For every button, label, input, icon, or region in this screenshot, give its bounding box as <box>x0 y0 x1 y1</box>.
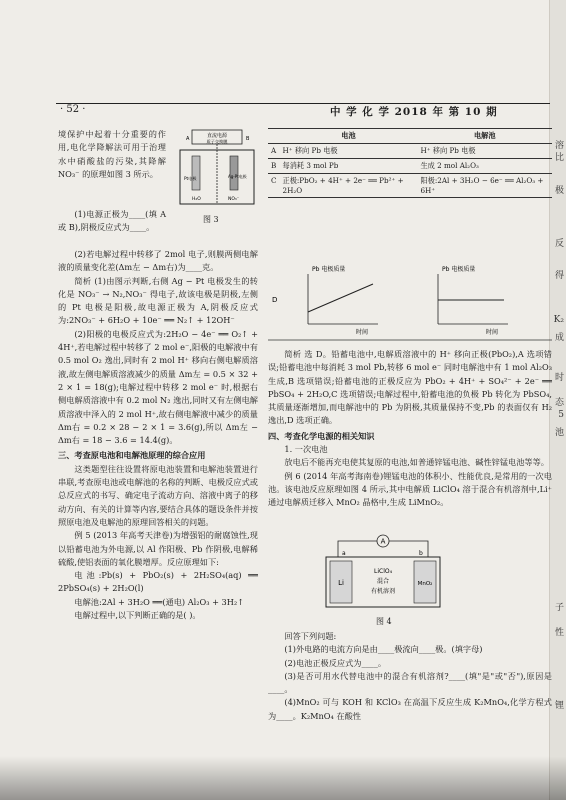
ag-pt-electrode <box>230 156 238 190</box>
electrolyte-label: 混合 <box>376 578 390 585</box>
table-header-row <box>268 129 552 144</box>
edge-char: 锂 <box>554 701 564 711</box>
analysis-paragraph: (2)阳极的电极反应式为:2H₂O − 4e⁻ ══ O₂↑ + 4H⁺,若电解过程中转移了 2 mol e⁻,阳极的电解液中有 0.5 mol O₂ 逸出,同时有 2 mol H⁺ 移向右侧电解质溶液,故左侧电解质溶液减少的质量 Δm左 = 0.5 × 32 + 2 × 1 = 18(g);电解过程中转移 2 mol e⁻ 时,根据右侧电解质溶液中有 0.2 mol N₂ 逸出,同时又有左侧电解质溶液中泽入的 2 mol H⁺,故右侧电解液中减少的质量 Δm右 = 0.2 × 28 − 2 × 1 = 3.6(g),所以 Δm左 − Δm右 = 18 − 3.6 = 14.4(g)。 <box>58 328 258 446</box>
table-cell: C <box>268 174 280 198</box>
edge-char: 5 <box>558 410 564 420</box>
terminal-a-label: A <box>186 136 190 142</box>
nitrate-label: NO₃⁻ <box>228 197 240 202</box>
table-cell: H⁺ 移向 Pb 电极 <box>280 144 418 159</box>
power-supply-label: 直流电源 <box>206 133 228 139</box>
figure-4-lithium-battery <box>318 533 448 611</box>
question: (1)外电路的电流方向是由____极流向____极。(填字母) <box>284 644 483 655</box>
table-cell: B <box>268 159 280 174</box>
section-heading: 四、考查化学电源的相关知识 <box>268 430 375 441</box>
question: (2)电池正极反应式为____。 <box>284 657 387 668</box>
paragraph: 放电后不能再充电使其复原的电池,如普通锌锰电池、碱性锌锰电池等等。 <box>284 457 549 468</box>
question: (3)是否可用水代替电池中的混合有机溶剂?____(填"是"或"否"),原因是____。 <box>268 670 552 695</box>
table-header-cell: 电池 <box>280 129 418 144</box>
example-paragraph: 例 6 (2014 年高考海南卷)锂锰电池的体积小、性能优良,是常用的一次电池。该电池反应原理如图 4 所示,其中电解质 LiClO₄ 溶于混合有机溶剂中,Li⁺ 通过电解质迁移入 MnO₂ 晶格中,生成 LiMnO₂。 <box>268 470 552 508</box>
table-cell: A <box>268 144 280 159</box>
edge-char: 反 <box>554 239 564 249</box>
analysis-paragraph: 简析 (1)由图示判断,右侧 Ag − Pt 电极发生的转化是 NO₃⁻ → N₂,NO₃⁻ 得电子,故该电极是阴极,左侧的 Pt 电极是阳极,故电源正极为 A,阴极反应式为:2NO₃⁻ + 6H₂O + 10e⁻ ══ N₂↑ + 12OH⁻ <box>58 275 258 326</box>
edge-char: 池 <box>554 428 564 438</box>
figure-3-caption: 图 3 <box>203 215 219 224</box>
left-electrode-label: Pt电极 <box>184 176 197 181</box>
edge-char: 时 <box>554 373 564 383</box>
edge-char: 性 <box>554 628 564 638</box>
table-header-cell: 电解池 <box>417 129 552 144</box>
figure-3-electrolysis-diagram <box>170 128 265 208</box>
paragraph: 境保护中起着十分重要的作用,电化学降解法可用于治理水中硝酸盐的污染,其降解 NO₃⁻ 的原理如图 3 所示。 <box>58 129 166 179</box>
right-electrode-label: Ag-Pt电极 <box>228 174 247 179</box>
edge-char: 溶 <box>554 141 564 151</box>
table-cell: 阳极:2Al + 3H₂O − 6e⁻ ══ Al₂O₃ + 6H⁺ <box>417 174 552 198</box>
electrolyte-label: LiClO₄ <box>374 568 392 575</box>
left-column-main <box>58 248 258 622</box>
table-cell: 生成 2 mol Al₂O₃ <box>417 159 552 174</box>
ammeter-label: A <box>380 537 386 546</box>
scan-shadow <box>0 756 566 800</box>
page-number: · 52 · <box>60 104 86 115</box>
table-row <box>268 144 552 159</box>
section-heading: 三、考查原电池和电解池原理的综合应用 <box>58 450 206 461</box>
pt-electrode <box>192 156 200 190</box>
table-row <box>268 174 552 198</box>
analysis-paragraph: 简析 选 D。铅蓄电池中,电解质溶液中的 H⁺ 移向正极(PbO₂),A 选项错误;铅蓄电池中每消耗 3 mol Pb,转移 6 mol e⁻ 同时电解池中有 1 mol Al₂O₃ 生成,B 选项错误;铅蓄电池的正极反应为 PbO₂ + 4H⁺ + SO₄²⁻ + 2e⁻ ══ PbSO₄ + 2H₂O,C 选项错误;电解过程中,铅蓄电池的负极 Pb 转化为 PbSO₄,其质量逐渐增加,而电解池中的 Pb 为阴极,其质量保持不变,Pb 的表面仅有 H₂ 逸出,D 选项正确。 <box>268 349 552 426</box>
paragraph: 回答下列问题: <box>284 631 337 641</box>
right-column-questions <box>268 630 552 723</box>
paragraph: 这类题型往往设置将原电池装置和电解池装置进行串联,考查原电池或电解池的名称的判断、电极反应式或总反应式的书写、确定电子流动方向、溶液中离子的移动方向、有关的计算等内容,要结合具体的题设条件并按照原电池及电解池的原理回答相关的问题。 <box>58 463 258 527</box>
li-label: Li <box>338 579 344 587</box>
edge-char: 态 <box>554 398 564 408</box>
graph2-xlabel: 时间 <box>486 329 499 336</box>
edge-char: 成 <box>554 333 564 343</box>
edge-char: 得 <box>554 271 564 281</box>
question: 电解过程中,以下判断正确的是( )。 <box>74 610 201 621</box>
edge-char: K₂ <box>553 315 564 325</box>
graph2-ylabel: Pb 电极质量 <box>442 266 476 273</box>
option-d-label: D <box>272 296 278 304</box>
table-header-cell <box>268 129 280 144</box>
graph1-xlabel: 时间 <box>356 329 369 336</box>
table-cell: 每消耗 3 mol Pb <box>280 159 418 174</box>
question: (1)电源正极为____(填 A 或 B),阴极反应式为____。 <box>58 209 166 233</box>
options-table <box>268 128 552 198</box>
graph1-ylabel: Pb 电极质量 <box>312 266 346 273</box>
journal-header: 中 学 化 学 2018 年 第 10 期 <box>330 106 498 118</box>
edge-char: 极 <box>554 186 564 196</box>
terminal-b-label: B <box>246 136 250 142</box>
electrode-a-label: a <box>342 550 346 557</box>
edge-char: 子 <box>554 603 564 613</box>
table-row <box>268 159 552 174</box>
option-d-graphs <box>268 262 552 342</box>
equation: 电解池:2Al + 3H₂O ══(通电) Al₂O₃ + 3H₂↑ <box>74 596 245 607</box>
table-cell: H⁺ 移向 Pb 电极 <box>417 144 552 159</box>
left-column-question1 <box>58 208 166 235</box>
left-column-top <box>58 128 166 181</box>
membrane-label: 质子交换膜 <box>206 139 228 144</box>
graph1-line <box>308 284 373 312</box>
equation: 电池:Pb(s) + PbO₂(s) + 2H₂SO₄(aq) ══ 2PbSO₄(s) + 2H₂O(l) <box>58 570 258 594</box>
table-cell: 正极:PbO₂ + 4H⁺ + 2e⁻ ══ Pb²⁺ + 2H₂O <box>280 174 418 198</box>
subsection-heading: 1. 一次电池 <box>284 444 328 455</box>
header-rule <box>56 103 550 104</box>
figure-4-caption: 图 4 <box>376 617 392 626</box>
right-column-main <box>268 348 552 510</box>
electrolyte-label: 有机溶剂 <box>370 588 396 595</box>
question: (4)MnO₂ 可与 KOH 和 KClO₃ 在高温下反应生成 K₂MnO₄,化学方程式为____。K₂MnO₄ 在酸性 <box>268 697 552 721</box>
example-paragraph: 例 5 (2013 年高考天津卷)为增强铝的耐腐蚀性,现以铅蓄电池为外电源,以 Al 作阳极、Pb 作阴极,电解稀硫酸,使铝表面的氧化膜增厚。反应原理如下: <box>58 530 258 567</box>
edge-char: 比 <box>554 153 564 163</box>
water-label: H₂O <box>192 197 201 202</box>
mno2-label: MnO₂ <box>417 581 433 587</box>
electrode-b-label: b <box>419 550 423 557</box>
question: (2)若电解过程中转移了 2mol 电子,则膜两侧电解液的质量变化差(Δm左 − Δm右)为____克。 <box>58 249 258 273</box>
